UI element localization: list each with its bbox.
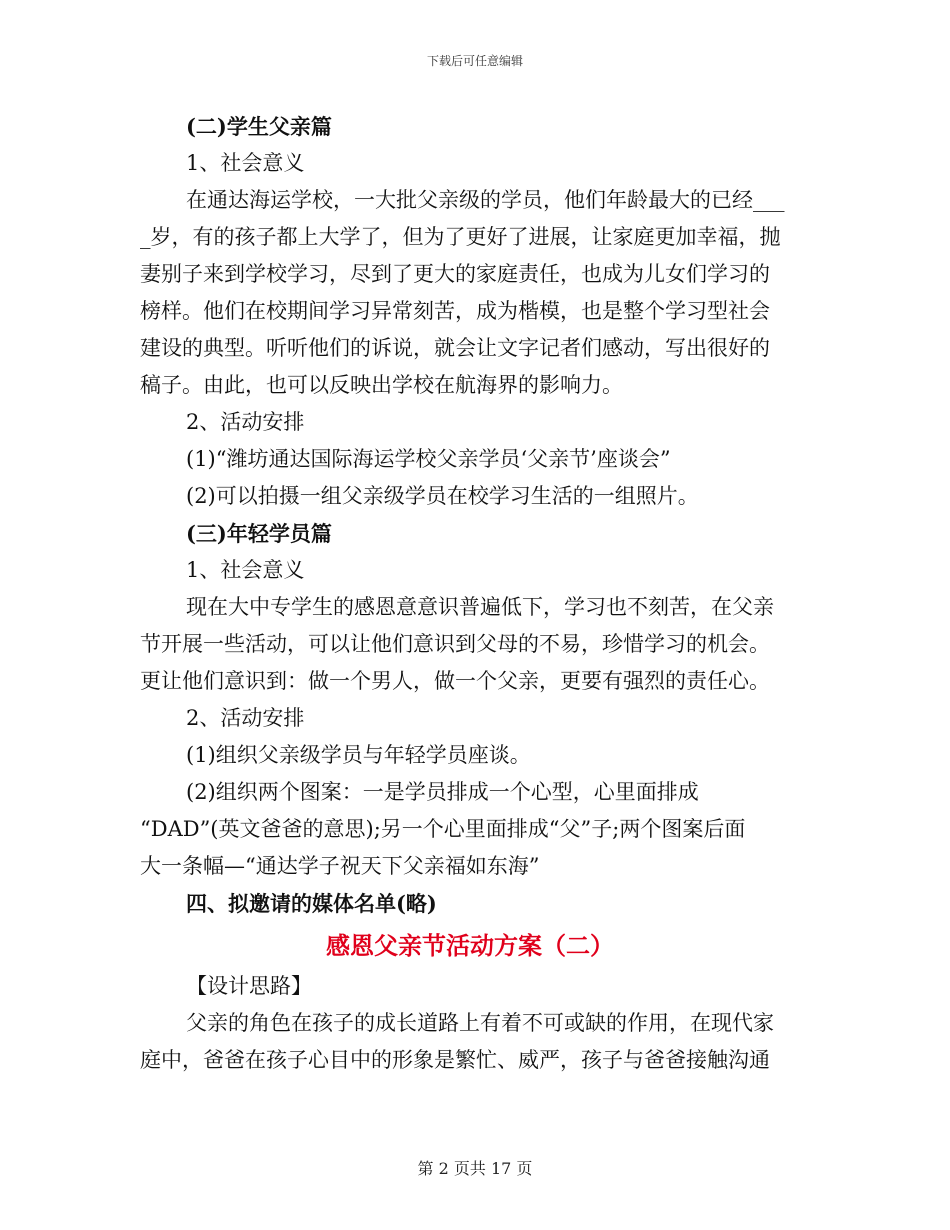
section-heading: (二)学生父亲篇 xyxy=(186,114,332,139)
paragraph-line: 节开展一些活动，可以让他们意识到父母的不易，珍惜学习的机会。 xyxy=(140,632,770,656)
paragraph-line: 庭中，爸爸在孩子心目中的形象是繁忙、威严，孩子与爸爸接触沟通 xyxy=(140,1048,770,1072)
section-heading: 四、拟邀请的媒体名单(略) xyxy=(186,891,437,916)
list-item: (1)“潍坊通达国际海运学校父亲学员‘父亲节’座谈会” xyxy=(186,447,671,471)
list-item-line: (2)组织两个图案：一是学员排成一个心型，心里面排成 xyxy=(186,780,699,804)
list-item-line: “DAD”(英文爸爸的意思);另一个心里面排成“父”子;两个图案后面 xyxy=(140,817,746,841)
page-header: 下载后可任意编辑 xyxy=(426,54,523,68)
page-footer: 第 2 页共 17 页 xyxy=(417,1159,533,1178)
paragraph-line: 在通达海运学校，一大批父亲级的学员，他们年龄最大的已经___ xyxy=(186,188,785,212)
paragraph-line: 建设的典型。听听他们的诉说，就会让文字记者们感动，写出很好的 xyxy=(140,336,770,360)
paragraph-line: 稿子。由此，也可以反映出学校在航海界的影响力。 xyxy=(140,373,623,397)
subheading: 1、社会意义 xyxy=(186,151,305,175)
list-item-line: 大一条幅—“通达学子祝天下父亲福如东海” xyxy=(140,854,540,878)
plan-title: 感恩父亲节活动方案（二） xyxy=(326,931,614,960)
subheading: 2、活动安排 xyxy=(186,706,305,730)
paragraph-line: 更让他们意识到：做一个男人，做一个父亲，更要有强烈的责任心。 xyxy=(140,669,770,693)
subheading: 1、社会意义 xyxy=(186,558,305,582)
paragraph-line: 现在大中专学生的感恩意意识普遍低下，学习也不刻苦，在父亲 xyxy=(186,595,774,619)
paragraph-line: _岁，有的孩子都上大学了，但为了更好了进展，让家庭更加幸福，抛 xyxy=(140,225,781,249)
subheading: 2、活动安排 xyxy=(186,410,305,434)
list-item xyxy=(140,774,800,885)
paragraph xyxy=(140,1005,800,1079)
paragraph-line: 妻别子来到学校学习，尽到了更大的家庭责任，也成为儿女们学习的 xyxy=(140,262,770,286)
paragraph-line: 榜样。他们在校期间学习异常刻苦，成为楷模，也是整个学习型社会 xyxy=(140,299,770,323)
paragraph xyxy=(140,182,800,404)
paragraph xyxy=(140,589,800,700)
design-label: 【设计思路】 xyxy=(186,974,312,998)
list-item: (1)组织父亲级学员与年轻学员座谈。 xyxy=(186,743,531,767)
document-body xyxy=(140,108,800,1079)
section-heading: (三)年轻学员篇 xyxy=(186,521,332,546)
paragraph-line: 父亲的角色在孩子的成长道路上有着不可或缺的作用，在现代家 xyxy=(186,1011,774,1035)
list-item: (2)可以拍摄一组父亲级学员在校学习生活的一组照片。 xyxy=(186,484,699,508)
